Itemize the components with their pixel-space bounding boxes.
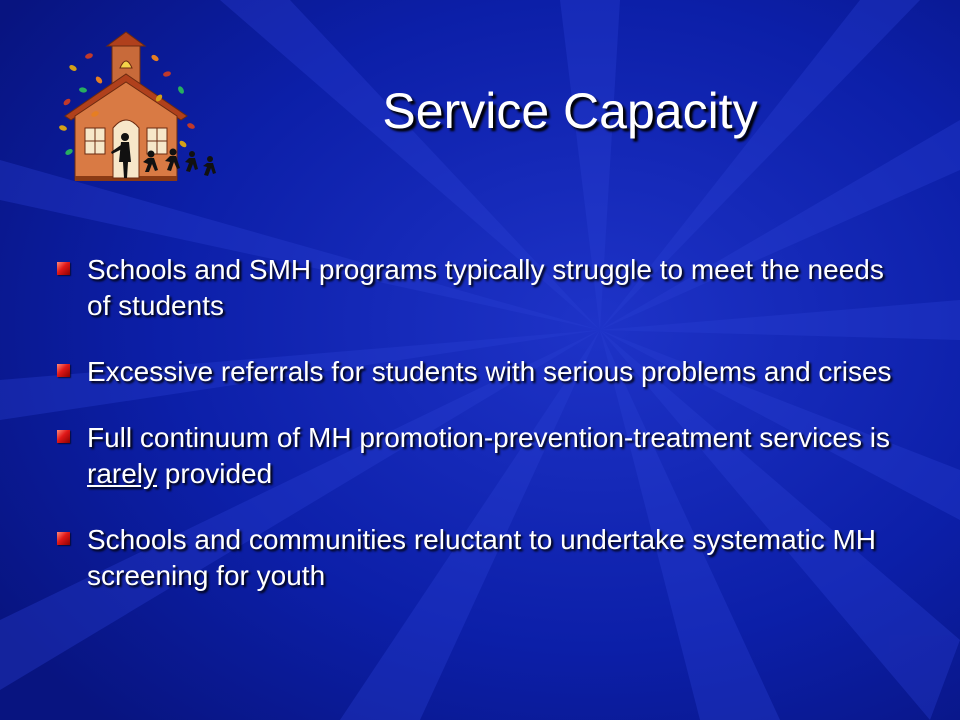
bullet-item (52, 354, 912, 390)
bullet-text: Schools and SMH programs typically struggle to meet the needs of students (87, 254, 884, 321)
red-square-bullet-icon (57, 430, 70, 443)
underlined-emphasis: rarely (87, 458, 158, 489)
red-square-bullet-icon (57, 364, 70, 377)
red-square-bullet-icon (57, 262, 70, 275)
slide-title: Service Capacity (382, 83, 758, 139)
bullet-list (52, 252, 912, 624)
bullet-item (52, 522, 912, 594)
bullet-item (52, 420, 912, 492)
bullet-text: Excessive referrals for students with serious problems and crises (87, 356, 892, 387)
red-square-bullet-icon (57, 532, 70, 545)
schoolhouse-with-children-and-leaves-icon (55, 28, 225, 188)
bullet-text-after: provided (157, 458, 273, 489)
bullet-text-before: Full continuum of MH promotion-prevention-treatment services is (87, 422, 890, 453)
bullet-item (52, 252, 912, 324)
bullet-text (87, 420, 912, 492)
bullet-text: Schools and communities reluctant to undertake systematic MH screening for youth (87, 524, 877, 591)
